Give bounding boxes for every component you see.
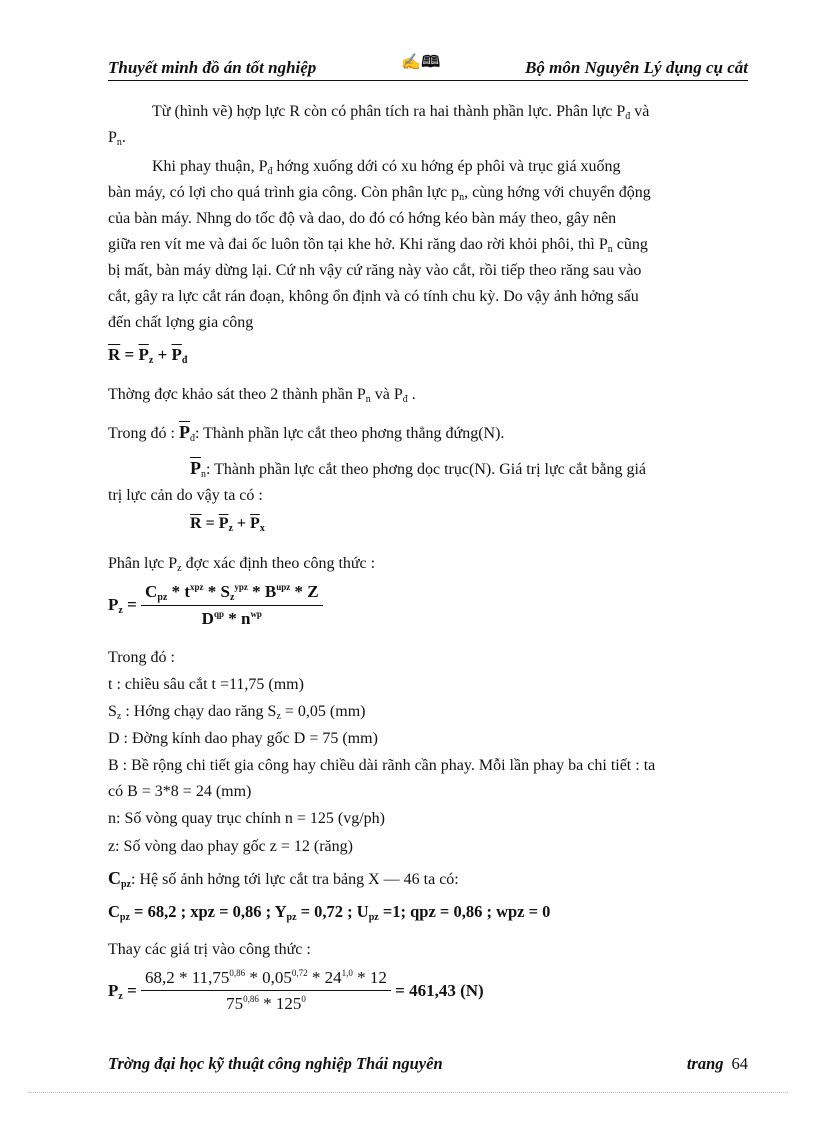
footer-left: Trờng đại học kỹ thuật công nghiệp Thái nguyên (108, 1054, 443, 1073)
paragraph-line: Từ (hình vẽ) hợp lực R còn có phân tích ra hai thành phần lực. Phân lực $P_đ$ và (152, 103, 650, 122)
paragraph-line: $C_{pz}$: Hệ số ảnh hởng tới lực cắt tra bảng X — 46 ta có: (108, 868, 459, 890)
writing-hand-icon: ✍🕮 (401, 54, 441, 71)
paragraph-line: $\overline{P}_n$: Thành phần lực cắt theo phơng dọc trục(N). Giá trị lực cắt bằng giá (190, 458, 647, 480)
paragraph-line: n: Số vòng quay trục chính n = 125 (vg/ph) (108, 810, 385, 827)
paragraph-line: bàn máy, có lợi cho quá trình gia công. Còn phân lực $p_n$, cùng hớng với chuyển động (108, 184, 651, 203)
paragraph-line: trị lực cản do vậy ta có : (108, 487, 263, 504)
header-left: Thuyết minh đồ án tốt nghiệp (108, 58, 317, 77)
paragraph-line: Thay các giá trị vào công thức : (108, 941, 311, 958)
paragraph-line: bị mất, bàn máy dừng lại. Cứ nh vậy cứ răng này vào cắt, rồi tiếp theo răng sau vào (108, 262, 642, 279)
bottom-divider (28, 1092, 788, 1093)
equation-r-sum: $\overline{R} = \overline{P}_z + \overline{P}_đ$ (108, 345, 188, 366)
paragraph-line: z: Số vòng dao phay gốc z = 12 (răng) (108, 838, 353, 855)
paragraph-line: Phân lực $P_z$ đợc xác định theo công thức : (108, 555, 376, 574)
page-header (108, 56, 748, 81)
page-footer (108, 1054, 748, 1074)
coefficients-line: $C_{pz} = 68,2$ ; xpz = 0,86 ; $Y_{pz} = 0,72$ ; $U_{pz} =1$; qpz = 0,86 ; wpz = 0 (108, 902, 551, 923)
paragraph-line: $S_z$ : Hớng chạy dao răng $S_z = 0,05$ (mm) (108, 703, 366, 722)
paragraph-line: t : chiều sâu cắt t =11,75 (mm) (108, 676, 304, 693)
paragraph-line: của bàn máy. Nhng do tốc độ và dao, do đó có hớng kéo bàn máy theo, gây nên (108, 210, 617, 227)
paragraph-line: Khi phay thuận, $P_đ$ hớng xuống dới có xu hớng ép phôi và trục giá xuống (152, 158, 621, 177)
header-right: Bộ môn Nguyên Lý dụng cụ cắt (525, 58, 748, 77)
paragraph-line: D : Đờng kính dao phay gốc D = 75 (mm) (108, 730, 378, 747)
paragraph-line: Thờng đợc khảo sát theo 2 thành phần $P_n$ và $P_đ$ . (108, 386, 416, 405)
paragraph-line: $P_n$. (108, 129, 126, 148)
paragraph-line: Trong đó : (108, 649, 175, 666)
paragraph-line: có B = 3*8 = 24 (mm) (108, 783, 252, 800)
footer-page: trang 64 (686, 1054, 748, 1073)
equation-pz-calculation: $P_z$ = $\frac{68,2 * 11,75^{0,86} * 0,05^{0,72} * 24^{1,0} * 12}{75^{0,86} * 125^0}$ = 461,43 (N) (108, 968, 484, 1013)
paragraph-line: giữa ren vít me và đai ốc luôn tồn tại khe hở. Khi răng dao rời khỏi phôi, thì $P_n$ cũng (108, 236, 648, 255)
equation-r-sum-2: $\overline{R} = \overline{P}_z + \overline{P}_x$ (190, 515, 265, 534)
paragraph-line: B : Bề rộng chi tiết gia công hay chiều dài rãnh cần phay. Mỗi lần phay ba chi tiết : ta (108, 757, 656, 774)
paragraph-line: đến chất lợng gia công (108, 314, 254, 331)
paragraph-line: Trong đó : $\overline{P}_đ$: Thành phần lực cắt theo phơng thẳng đứng(N). (108, 422, 505, 444)
equation-pz-formula: $P_z$ = $\frac{C_{pz} * t^{xpz} * S_z^{ypz} * B^{upz} * Z}{D^{qp} * n^{wp}}$ (108, 582, 323, 629)
paragraph-line: cắt, gây ra lực cắt rán đoạn, không ổn định và có tính chu kỳ. Do vậy ảnh hởng sấu (108, 288, 639, 305)
